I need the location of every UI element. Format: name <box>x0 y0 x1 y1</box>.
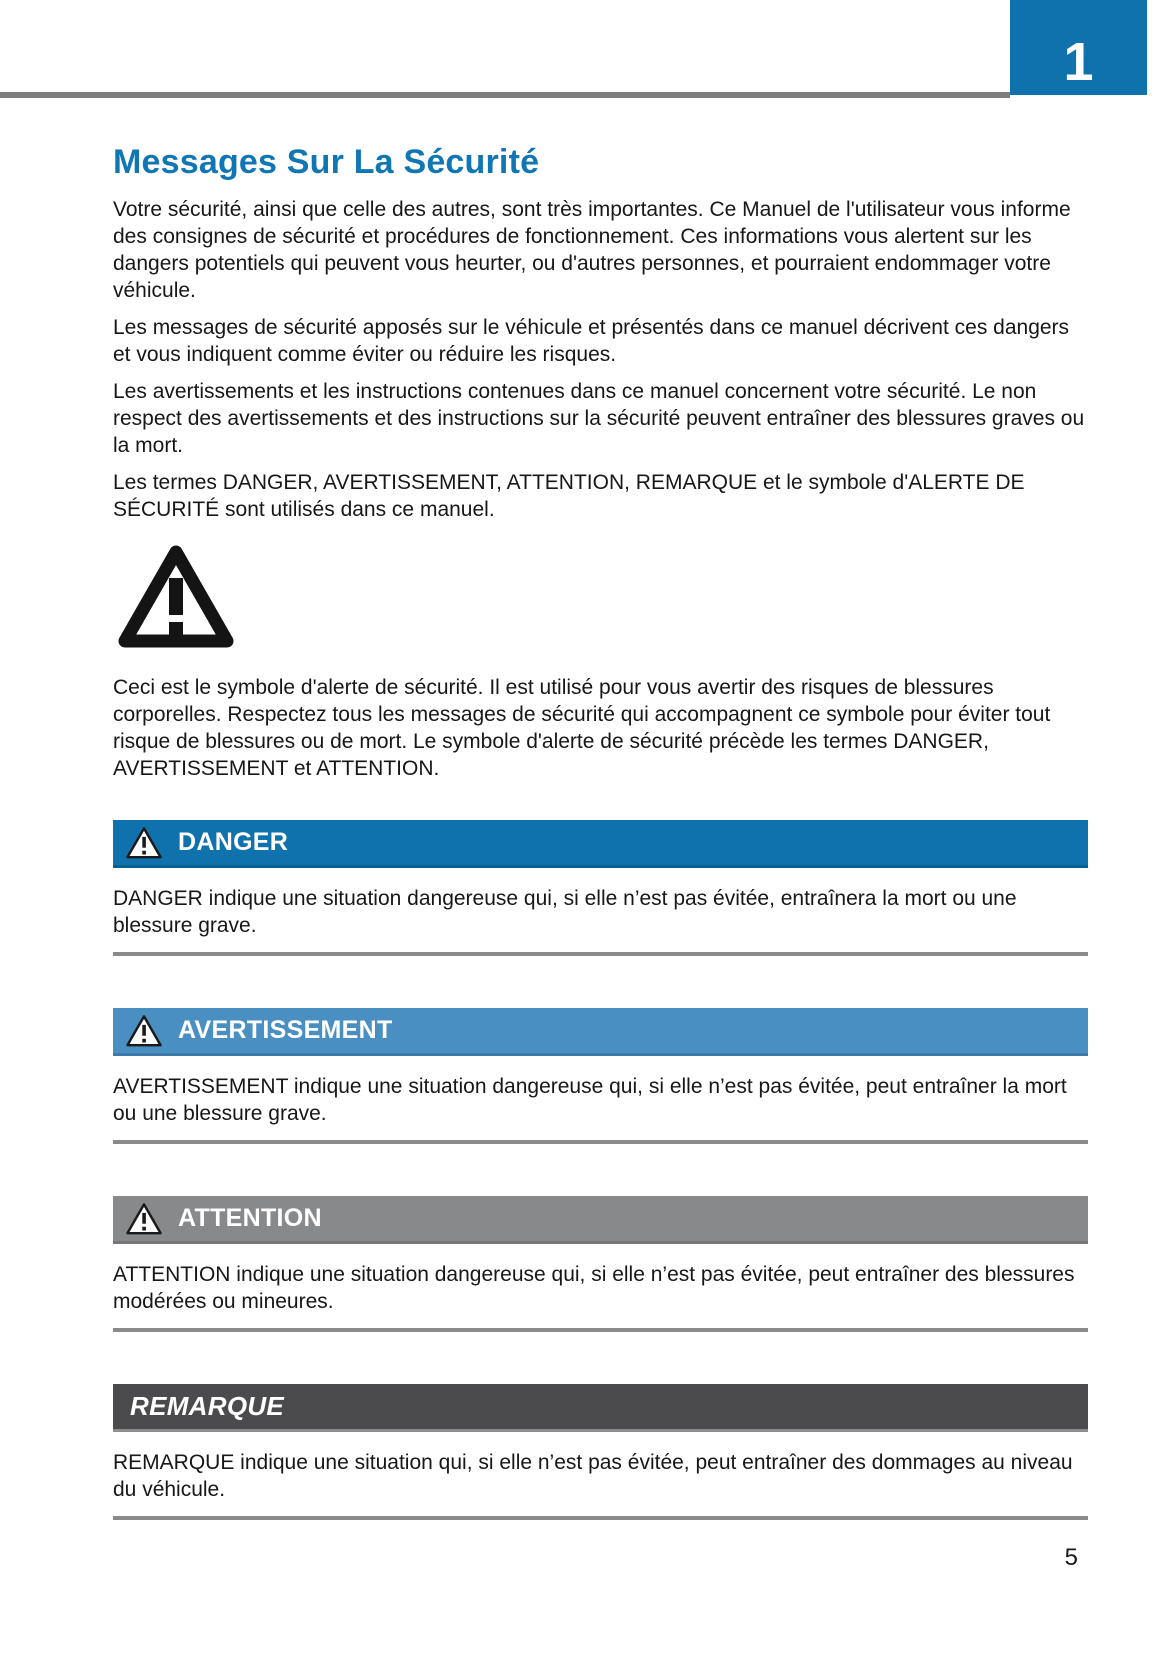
warning-triangle-icon <box>125 826 163 860</box>
section-separator <box>113 952 1088 956</box>
warning-triangle-icon <box>125 1202 163 1236</box>
section-separator <box>113 1140 1088 1144</box>
avertissement-banner-label: AVERTISSEMENT <box>178 1016 393 1044</box>
header-rule <box>0 92 1010 98</box>
danger-banner <box>113 820 1088 868</box>
avertissement-body: AVERTISSEMENT indique une situation dangereuse qui, si elle n’est pas évitée, peut entraîner la mort ou une blessure grave. <box>113 1075 1067 1125</box>
danger-section <box>113 820 1088 956</box>
attention-banner <box>113 1196 1088 1244</box>
section-separator <box>113 1516 1088 1520</box>
avertissement-section <box>113 1008 1088 1144</box>
remarque-body: REMARQUE indique une situation qui, si elle n’est pas évitée, peut entraîner des dommages au niveau du véhicule. <box>113 1451 1073 1501</box>
intro-paragraph: Les termes DANGER, AVERTISSEMENT, ATTENTION, REMARQUE et le symbole d'ALERTE DE SÉCURITÉ sont utilisés dans ce manuel. <box>113 471 1025 521</box>
warning-triangle-icon <box>125 1014 163 1048</box>
page-footer <box>113 1544 1088 1572</box>
remarque-section <box>113 1384 1088 1520</box>
page-content <box>113 143 1088 1572</box>
danger-banner-label: DANGER <box>178 828 289 856</box>
intro-paragraph: Votre sécurité, ainsi que celle des autres, sont très importantes. Ce Manuel de l'utilisateur vous informe des consignes de sécurité et procédures de fonctionnement. Ces informations vous alertent sur les dangers potentiels qui peuvent vous heurter, ou d'autres personnes, et pourraient endommager votre véhicule. <box>113 198 1071 302</box>
page-title: Messages Sur La Sécurité <box>113 143 540 181</box>
avertissement-banner <box>113 1008 1088 1056</box>
safety-alert-triangle-icon <box>117 541 235 649</box>
attention-banner-label: ATTENTION <box>178 1204 322 1232</box>
remarque-banner-label: REMARQUE <box>130 1391 285 1421</box>
remarque-banner <box>113 1384 1088 1432</box>
attention-section <box>113 1196 1088 1332</box>
alert-symbol-description: Ceci est le symbole d'alerte de sécurité. Il est utilisé pour vous avertir des risques de blessures corporelles. Respectez tous les messages de sécurité qui accompagnent ce symbole pour éviter tout risque de blessures ou de mort. Le symbole d'alerte de sécurité précède les termes DANGER, AVERTISSEMENT et ATTENTION. <box>113 676 1051 780</box>
page-number: 5 <box>1064 1544 1078 1571</box>
intro-paragraph: Les avertissements et les instructions contenues dans ce manuel concernent votre sécurité. Le non respect des avertissements et des instructions sur la sécurité peuvent entraîner des blessures graves ou la mort. <box>113 380 1085 457</box>
chapter-number: 1 <box>1063 32 1094 92</box>
chapter-number-box <box>1010 0 1147 95</box>
section-separator <box>113 1328 1088 1332</box>
intro-paragraph: Les messages de sécurité apposés sur le véhicule et présentés dans ce manuel décrivent ces dangers et vous indiquent comme éviter ou réduire les risques. <box>113 316 1070 366</box>
attention-body: ATTENTION indique une situation dangereuse qui, si elle n’est pas évitée, peut entraîner des blessures modérées ou mineures. <box>113 1263 1075 1313</box>
danger-body: DANGER indique une situation dangereuse qui, si elle n’est pas évitée, entraînera la mort ou une blessure grave. <box>113 887 1017 937</box>
